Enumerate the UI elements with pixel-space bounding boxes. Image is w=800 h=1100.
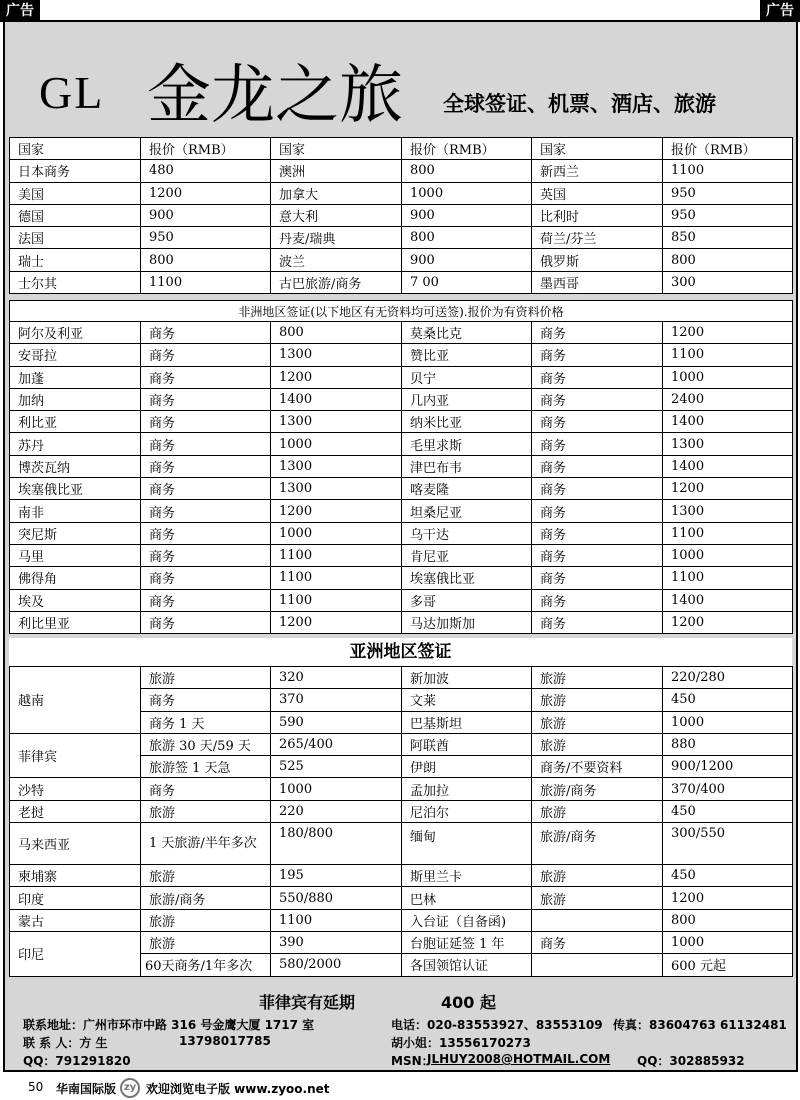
cell: 旅游 bbox=[141, 865, 271, 887]
table-row bbox=[10, 204, 793, 226]
cell: 旅游 bbox=[141, 667, 271, 689]
cell: 950 bbox=[663, 182, 793, 204]
cell: 商务 bbox=[532, 344, 663, 366]
country-cell: 印尼 bbox=[10, 931, 141, 976]
cell: 265/400 bbox=[271, 733, 402, 755]
cell: 1 天旅游/半年多次 bbox=[141, 823, 271, 865]
cell: 入台证（自备函) bbox=[402, 909, 532, 931]
cell: 1300 bbox=[663, 500, 793, 522]
cell: 商务 bbox=[532, 455, 663, 477]
cell: 丹麦/瑞典 bbox=[271, 227, 402, 249]
promo-price: 400 起 bbox=[441, 993, 496, 1012]
cell: 300/550 bbox=[663, 823, 793, 865]
table-row bbox=[10, 800, 793, 822]
cell: 商务 1 天 bbox=[141, 711, 271, 733]
cell: 800 bbox=[402, 227, 532, 249]
table-row bbox=[10, 909, 793, 931]
cell: 商务 bbox=[141, 778, 271, 800]
cell: 商务 bbox=[141, 411, 271, 433]
cell: 英国 bbox=[532, 182, 663, 204]
cell: 马达加斯加 bbox=[402, 611, 532, 633]
tagline: 全球签证、机票、酒店、旅游 bbox=[443, 92, 716, 116]
cell: 澳洲 bbox=[271, 160, 402, 182]
cell: 商务 bbox=[532, 388, 663, 410]
cell: 1100 bbox=[271, 589, 402, 611]
cell: 多哥 bbox=[402, 589, 532, 611]
table-row bbox=[10, 322, 793, 344]
cell: 1300 bbox=[271, 344, 402, 366]
header-cell: 报价（RMB） bbox=[141, 138, 271, 160]
cell: 900 bbox=[402, 204, 532, 226]
cell: 1300 bbox=[271, 455, 402, 477]
cell: 370 bbox=[271, 689, 402, 711]
table-row bbox=[10, 388, 793, 410]
cell: 利比亚 bbox=[10, 411, 141, 433]
cell: 伊朗 bbox=[402, 756, 532, 778]
page-number: 50 bbox=[28, 1080, 44, 1094]
cell: 195 bbox=[271, 865, 402, 887]
cell: 旅游/商务 bbox=[141, 887, 271, 909]
table-row bbox=[10, 823, 793, 865]
cell: 1000 bbox=[271, 522, 402, 544]
cell: 480 bbox=[141, 160, 271, 182]
table-row bbox=[10, 611, 793, 633]
cell: 日本商务 bbox=[10, 160, 141, 182]
cell: 巴林 bbox=[402, 887, 532, 909]
cell: 旅游 bbox=[532, 887, 663, 909]
cell: 220/280 bbox=[663, 667, 793, 689]
cell: 旅游 bbox=[532, 865, 663, 887]
address: 联系地址：广州市环市中路 316 号金鹰大厦 1717 室 bbox=[23, 1018, 315, 1032]
cell: 安哥拉 bbox=[10, 344, 141, 366]
cell: 1100 bbox=[663, 344, 793, 366]
cell: 佛得角 bbox=[10, 567, 141, 589]
cell: 旅游 bbox=[141, 800, 271, 822]
page-footer bbox=[0, 1076, 800, 1100]
contact-person: 联 系 人：方 生 bbox=[23, 1036, 108, 1050]
cell: 纳米比亚 bbox=[402, 411, 532, 433]
cell: 320 bbox=[271, 667, 402, 689]
qq-second: QQ：302885932 bbox=[637, 1054, 745, 1068]
cell: 390 bbox=[271, 931, 402, 953]
cell: 法国 bbox=[10, 227, 141, 249]
cell: 1000 bbox=[271, 433, 402, 455]
cell: 1400 bbox=[271, 388, 402, 410]
contact-footer bbox=[9, 986, 792, 1066]
cell: 1100 bbox=[663, 567, 793, 589]
cell: 1000 bbox=[663, 931, 793, 953]
cell: 450 bbox=[663, 865, 793, 887]
cell: 尼泊尔 bbox=[402, 800, 532, 822]
cell: 1200 bbox=[663, 322, 793, 344]
country-cell: 菲律宾 bbox=[10, 733, 141, 778]
cell: 津巴布韦 bbox=[402, 455, 532, 477]
cell: 苏丹 bbox=[10, 433, 141, 455]
cell: 意大利 bbox=[271, 204, 402, 226]
cell: 坦桑尼亚 bbox=[402, 500, 532, 522]
fax: 传真：83604763 61132481 bbox=[613, 1018, 787, 1032]
msn-link[interactable]: JLHUY2008@HOTMAIL.COM bbox=[427, 1052, 611, 1066]
cell: 商务 bbox=[141, 567, 271, 589]
logo-name: 金龙之旅 bbox=[147, 59, 403, 133]
cell: 赞比亚 bbox=[402, 344, 532, 366]
table-row bbox=[10, 589, 793, 611]
zyoo-logo-icon: zy bbox=[120, 1078, 140, 1098]
ad-tag-right: 广告 bbox=[760, 0, 800, 22]
cell: 斯里兰卡 bbox=[402, 865, 532, 887]
table-row bbox=[10, 478, 793, 500]
cell: 埃塞俄比亚 bbox=[402, 567, 532, 589]
cell: 1200 bbox=[271, 611, 402, 633]
cell: 450 bbox=[663, 689, 793, 711]
cell: 商务 bbox=[532, 611, 663, 633]
cell: 800 bbox=[663, 909, 793, 931]
table-row bbox=[10, 522, 793, 544]
cell: 商务 bbox=[532, 433, 663, 455]
cell: 商务 bbox=[532, 931, 663, 953]
msn-label: MSN： bbox=[391, 1054, 434, 1068]
table-row bbox=[10, 455, 793, 477]
cell: 旅游 bbox=[532, 800, 663, 822]
cell: 900/1200 bbox=[663, 756, 793, 778]
cell: 几内亚 bbox=[402, 388, 532, 410]
cell: 1100 bbox=[663, 522, 793, 544]
country-cell: 印度 bbox=[10, 887, 141, 909]
cell: 1000 bbox=[402, 182, 532, 204]
cell: 900 bbox=[402, 249, 532, 271]
phone: 电话：020-83553927、83553109 bbox=[391, 1018, 603, 1032]
cell: 埃及 bbox=[10, 589, 141, 611]
cell: 旅游 bbox=[141, 931, 271, 953]
cell: 新西兰 bbox=[532, 160, 663, 182]
cell: 1100 bbox=[663, 160, 793, 182]
table-row bbox=[10, 931, 793, 953]
cell: 1200 bbox=[663, 611, 793, 633]
table-row bbox=[10, 887, 793, 909]
cell: 1100 bbox=[271, 567, 402, 589]
cell: 商务 bbox=[532, 411, 663, 433]
cell: 800 bbox=[663, 249, 793, 271]
cell: 商务 bbox=[532, 544, 663, 566]
cell: 商务 bbox=[141, 500, 271, 522]
cell: 180/800 bbox=[271, 823, 402, 865]
table-row bbox=[10, 249, 793, 271]
header-cell: 国家 bbox=[10, 138, 141, 160]
cell: 900 bbox=[141, 204, 271, 226]
ad-header bbox=[5, 22, 796, 138]
table-row bbox=[10, 733, 793, 755]
table-row bbox=[10, 778, 793, 800]
cell: 马里 bbox=[10, 544, 141, 566]
publication-name: 华南国际版 bbox=[56, 1082, 117, 1096]
cell: 商务 bbox=[141, 689, 271, 711]
cell: 880 bbox=[663, 733, 793, 755]
cell: 商务 bbox=[532, 366, 663, 388]
cell: 1000 bbox=[663, 544, 793, 566]
table-row bbox=[10, 865, 793, 887]
ad-frame bbox=[3, 20, 798, 1072]
cell: 商务 bbox=[141, 611, 271, 633]
promo-text: 菲律宾有延期 bbox=[259, 993, 356, 1012]
cell: 950 bbox=[663, 204, 793, 226]
table-row bbox=[10, 433, 793, 455]
cell: 瑞士 bbox=[10, 249, 141, 271]
cell: 阿尔及利亚 bbox=[10, 322, 141, 344]
cell: 俄罗斯 bbox=[532, 249, 663, 271]
cell: 800 bbox=[402, 160, 532, 182]
cell: 文莱 bbox=[402, 689, 532, 711]
cell: 1000 bbox=[663, 711, 793, 733]
table-row bbox=[10, 182, 793, 204]
header-cell: 国家 bbox=[532, 138, 663, 160]
cell: 商务 bbox=[141, 589, 271, 611]
cell: 商务 bbox=[141, 388, 271, 410]
cell: 300 bbox=[663, 271, 793, 293]
cell: 突尼斯 bbox=[10, 522, 141, 544]
cell: 850 bbox=[663, 227, 793, 249]
ad-tag-left: 广告 bbox=[0, 0, 40, 22]
cell: 商务 bbox=[532, 478, 663, 500]
cell: 580/2000 bbox=[271, 954, 402, 976]
cell: 孟加拉 bbox=[402, 778, 532, 800]
cell: 巴基斯坦 bbox=[402, 711, 532, 733]
cell: 590 bbox=[271, 711, 402, 733]
cell: 加纳 bbox=[10, 388, 141, 410]
cell: 1200 bbox=[271, 500, 402, 522]
cell: 商务 bbox=[141, 544, 271, 566]
cell: 商务 bbox=[141, 522, 271, 544]
cell: 毛里求斯 bbox=[402, 433, 532, 455]
cell: 加蓬 bbox=[10, 366, 141, 388]
country-rows bbox=[10, 160, 793, 294]
contact-second: 胡小姐：13556170273 bbox=[391, 1036, 531, 1050]
cell: 商务 bbox=[141, 455, 271, 477]
cell: 旅游/商务 bbox=[532, 823, 663, 865]
cell: 商务 bbox=[141, 322, 271, 344]
cell: 370/400 bbox=[663, 778, 793, 800]
cell: 1300 bbox=[663, 433, 793, 455]
table-row bbox=[10, 344, 793, 366]
country-cell: 沙特 bbox=[10, 778, 141, 800]
cell: 商务 bbox=[532, 322, 663, 344]
cell: 1300 bbox=[271, 478, 402, 500]
cell: 旅游 bbox=[532, 689, 663, 711]
cell: 商务 bbox=[532, 500, 663, 522]
header-cell: 报价（RMB） bbox=[663, 138, 793, 160]
table-row bbox=[10, 271, 793, 293]
cell: 美国 bbox=[10, 182, 141, 204]
cell: 肯尼亚 bbox=[402, 544, 532, 566]
cell: 新加波 bbox=[402, 667, 532, 689]
header-cell: 国家 bbox=[271, 138, 402, 160]
cell: 旅游/商务 bbox=[532, 778, 663, 800]
cell: 贝宁 bbox=[402, 366, 532, 388]
country-cell: 老挝 bbox=[10, 800, 141, 822]
table-row bbox=[10, 544, 793, 566]
cell: 1100 bbox=[141, 271, 271, 293]
cell: 1400 bbox=[663, 411, 793, 433]
cell: 商务 bbox=[141, 433, 271, 455]
cell: 士尔其 bbox=[10, 271, 141, 293]
header-cell: 报价（RMB） bbox=[402, 138, 532, 160]
cell: 博茨瓦纳 bbox=[10, 455, 141, 477]
cell: 南非 bbox=[10, 500, 141, 522]
cell: 7 00 bbox=[402, 271, 532, 293]
cell: 商务 bbox=[141, 478, 271, 500]
cell: 2400 bbox=[663, 388, 793, 410]
cell: 950 bbox=[141, 227, 271, 249]
cell: 1100 bbox=[271, 909, 402, 931]
cell: 1200 bbox=[663, 887, 793, 909]
cell: 商务 bbox=[532, 567, 663, 589]
cell: 550/880 bbox=[271, 887, 402, 909]
country-price-table bbox=[9, 137, 793, 294]
cell: 60天商务/1年多次 bbox=[141, 954, 271, 976]
cell: 缅甸 bbox=[402, 823, 532, 865]
cell: 商务 bbox=[141, 366, 271, 388]
cell: 旅游 bbox=[532, 733, 663, 755]
cell: 525 bbox=[271, 756, 402, 778]
cell: 旅游 bbox=[532, 667, 663, 689]
cell: 1400 bbox=[663, 589, 793, 611]
cell bbox=[532, 954, 663, 976]
table-row bbox=[10, 667, 793, 689]
cell: 600 元起 bbox=[663, 954, 793, 976]
cell: 莫桑比克 bbox=[402, 322, 532, 344]
cell: 古巴旅游/商务 bbox=[271, 271, 402, 293]
table-row bbox=[10, 160, 793, 182]
cell: 墨西哥 bbox=[532, 271, 663, 293]
cell: 阿联酋 bbox=[402, 733, 532, 755]
cell: 450 bbox=[663, 800, 793, 822]
cell: 1300 bbox=[271, 411, 402, 433]
table-row bbox=[10, 567, 793, 589]
cell: 台胞证延签 1 年 bbox=[402, 931, 532, 953]
contact-phone: 13798017785 bbox=[179, 1034, 271, 1048]
country-cell: 柬埔寨 bbox=[10, 865, 141, 887]
cell: 乌干达 bbox=[402, 522, 532, 544]
africa-rows bbox=[10, 322, 793, 634]
cell: 1200 bbox=[271, 366, 402, 388]
cell: 旅游 30 天/59 天 bbox=[141, 733, 271, 755]
table-row bbox=[10, 366, 793, 388]
cell: 800 bbox=[271, 322, 402, 344]
country-cell: 越南 bbox=[10, 667, 141, 734]
site-slogan[interactable]: 欢迎浏览电子版 www.zyoo.net bbox=[146, 1082, 330, 1096]
cell: 旅游 bbox=[141, 909, 271, 931]
cell: 荷兰/芬兰 bbox=[532, 227, 663, 249]
cell: 800 bbox=[141, 249, 271, 271]
cell: 埃塞俄比亚 bbox=[10, 478, 141, 500]
cell: 1200 bbox=[663, 478, 793, 500]
country-cell: 马来西亚 bbox=[10, 823, 141, 865]
cell: 1000 bbox=[271, 778, 402, 800]
table-row bbox=[10, 411, 793, 433]
cell: 旅游 bbox=[532, 711, 663, 733]
table-row bbox=[10, 227, 793, 249]
cell: 1400 bbox=[663, 455, 793, 477]
cell: 220 bbox=[271, 800, 402, 822]
cell: 1100 bbox=[271, 544, 402, 566]
country-cell: 蒙古 bbox=[10, 909, 141, 931]
cell: 利比里亚 bbox=[10, 611, 141, 633]
logo-gl: GL bbox=[39, 67, 105, 118]
asia-section-title: 亚洲地区签证 bbox=[9, 638, 792, 666]
cell: 德国 bbox=[10, 204, 141, 226]
cell: 商务 bbox=[532, 522, 663, 544]
cell: 1200 bbox=[141, 182, 271, 204]
cell bbox=[532, 909, 663, 931]
cell: 各国领馆认证 bbox=[402, 954, 532, 976]
table-header-row bbox=[10, 138, 793, 160]
africa-section-title: 非洲地区签证(以下地区有无资料均可送签).报价为有资料价格 bbox=[10, 301, 793, 322]
cell: 加拿大 bbox=[271, 182, 402, 204]
africa-visa-table bbox=[9, 300, 793, 634]
cell: 比利时 bbox=[532, 204, 663, 226]
cell: 商务/不要资料 bbox=[532, 756, 663, 778]
table-row bbox=[10, 500, 793, 522]
cell: 波兰 bbox=[271, 249, 402, 271]
cell: 1000 bbox=[663, 366, 793, 388]
cell: 旅游签 1 天急 bbox=[141, 756, 271, 778]
qq-first: QQ：791291820 bbox=[23, 1054, 131, 1068]
cell: 喀麦隆 bbox=[402, 478, 532, 500]
asia-visa-table bbox=[9, 666, 793, 977]
cell: 商务 bbox=[532, 589, 663, 611]
cell: 商务 bbox=[141, 344, 271, 366]
